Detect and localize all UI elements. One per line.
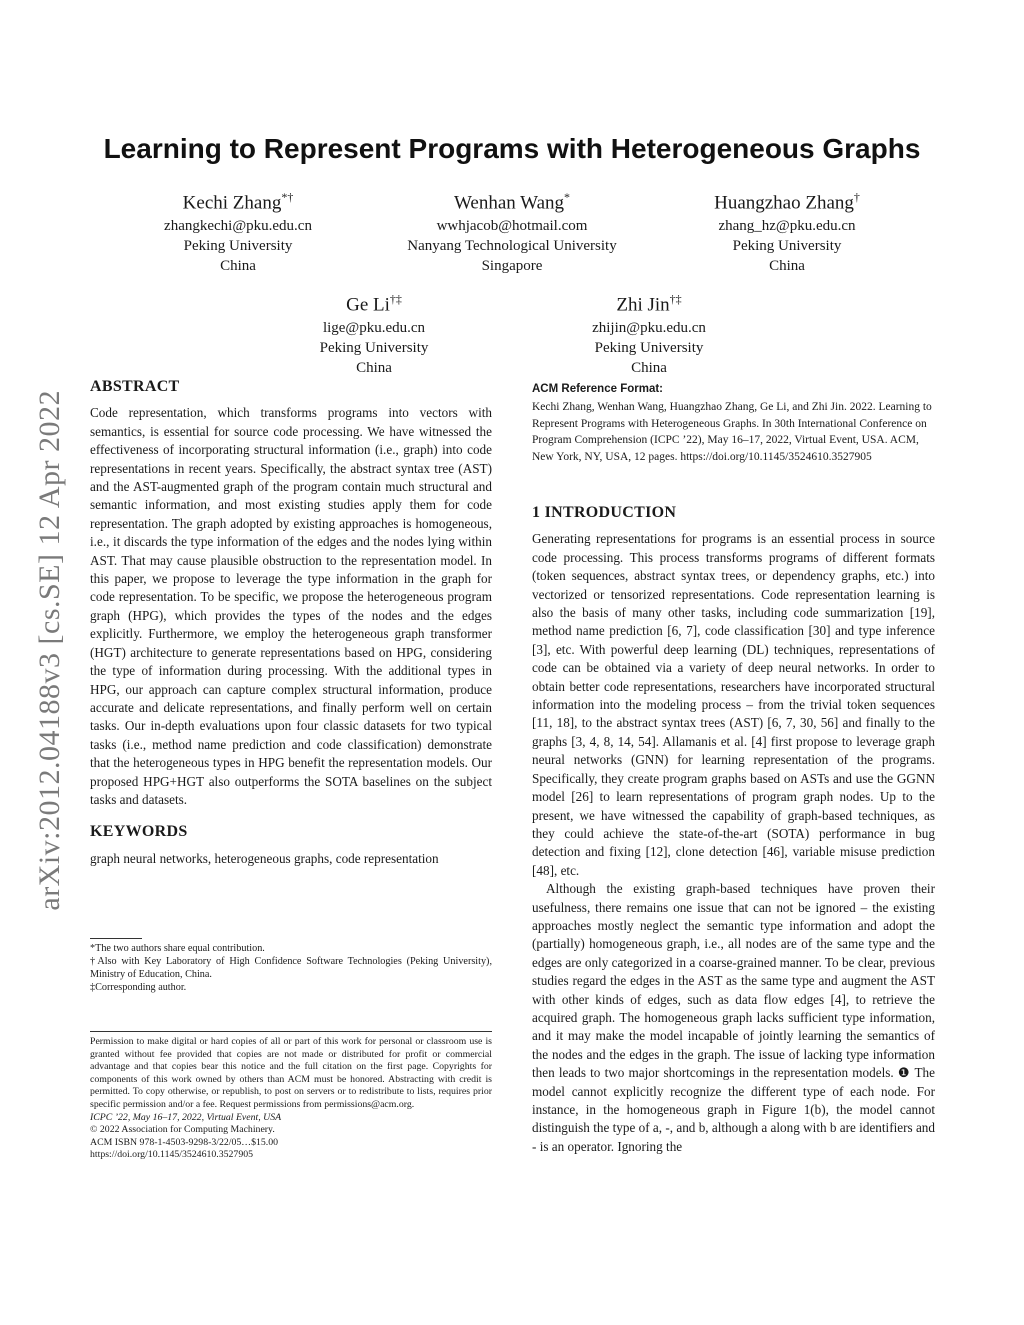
author-country: Singapore [481,258,543,275]
permission-divider [90,1031,492,1032]
introduction-paragraph: Generating representations for programs is an essential process in source code processing. This process transforms programs of different formats (token sequences, abstract syntax trees, or dependency graphs, etc.) into vectorized or tensorized representations. Code representation learning is also the basis of many other tasks, including code summarization [19], method name prediction [6, 7], code classification [30] and type inference [3], etc. With powerful deep learning (DL) techniques, representations of code can be obtained via a variety of deep neural networks. In order to obtain better code representations, researchers have incorporated structural information into the modeling process – from the trivial token sequences [11, 18], to the abstract syntax trees (AST) [6, 7, 30, 56] and finally to the graphs [3, 4, 8, 14, 54]. Allamanis et al. [4] first propose to leverage graph neural networks (GNN) for learning representation of the programs. Specifically, they create program graphs based on ASTs and use the GGNN model [26] to learn representations of program graph nodes. Up to the present, we have witnessed the capability of graph-based techniques, as they could achieve the state-of-the-art (SOTA) performance in bug detection and fixing [12], clone detection [46], variable misuse prediction [48], etc. [532,531,935,878]
footnotes [90,942,492,994]
arxiv-id-text: arXiv:2012.04188v3 [cs.SE] 12 Apr 2022 [33,389,66,911]
keywords-heading: KEYWORDS [90,823,188,841]
author-name: Ge Li [346,294,390,316]
author-country: China [356,360,392,377]
footnote-key-laboratory: †Also with Key Laboratory of High Confidence Software Technologies (Peking University), Ministry of Education, China. [90,956,492,980]
author-country: China [220,258,256,275]
author-block [118,184,358,276]
acm-reference-text: Kechi Zhang, Wenhan Wang, Huangzhao Zhang, Ge Li, and Zhi Jin. 2022. Learning to Represent Programs with Heterogeneous Graphs. In 30th International Conference on Program Comprehension (ICPC ’22), May 16–17, 2022, Virtual Event, USA. ACM, New York, NY, USA, 12 pages. https://doi.org/10.1145/3524610.3527905 [532,401,932,463]
author-country: China [631,360,667,377]
keywords-text: graph neural networks, heterogeneous graphs, code representation [90,850,439,866]
author-block [264,286,484,378]
author-affiliation: Peking University [594,340,704,357]
author-marks: † [853,190,860,204]
author-email: zhang_hz@pku.edu.cn [718,218,856,235]
isbn-line: ACM ISBN 978-1-4503-9298-3/22/05…$15.00 [90,1136,279,1148]
author-name: Kechi Zhang [182,192,282,214]
author-name: Wenhan Wang [453,192,565,214]
author-marks: * [564,190,571,204]
permission-block [90,1036,492,1162]
author-name: Zhi Jin [616,294,670,316]
footnote-equal-contribution: *The two authors share equal contribution. [90,943,265,954]
author-affiliation: Peking University [732,238,842,255]
abstract-section [90,378,492,868]
acm-reference-heading: ACM Reference Format: [532,383,663,395]
author-country: China [769,258,805,275]
author-block [667,184,907,276]
author-marks: †‡ [389,292,402,306]
author-block [539,286,759,378]
author-name: Huangzhao Zhang [714,192,854,214]
abstract-heading: ABSTRACT [90,378,180,395]
introduction-heading: 1 INTRODUCTION [532,504,677,521]
author-block [372,184,652,276]
author-affiliation: Nanyang Technological University [407,238,617,255]
author-email: zhijin@pku.edu.cn [592,320,706,337]
author-email: lige@pku.edu.cn [322,320,426,337]
introduction-paragraph: Although the existing graph-based techniques have proven their usefulness, there remains one issue that can not be ignored – the existing approaches mostly neglect the semantic type information and adopt the (partially) homogeneous graph, i.e., all nodes are of the same type and the edges are only categorized in a coarse-grained manner. To be clear, previous studies regard the edges in the AST as the same type and augment the AST with other kinds of edges, such as data flow edges [4], to retrieve the acquired graph. The homogeneous graph lacks sufficient type information, and it may make the model incapable of jointly learning the semantics of the nodes and the edges in the graph. The issue of lacking type information then leads to two major shortcomings in the representation models. ❶ The model cannot explicitly recognize the different type of each node. For instance, in the homogeneous graph in Figure 1(b), the model cannot distinguish the type of a, -, and b, although a along with b are identifiers and - is an operator. Ignoring the [532,881,935,1154]
copyright-line: © 2022 Association for Computing Machinery. [90,1124,275,1136]
author-email: wwhjacob@hotmail.com [436,218,588,235]
doi-link[interactable]: https://doi.org/10.1145/3524610.3527905 [90,1149,254,1161]
conference-venue: ICPC ’22, May 16–17, 2022, Virtual Event, USA [90,1111,282,1123]
abstract-text: Code representation, which transforms programs into vectors with semantics, is essential for source code processing. We have witnessed the effectiveness of incorporating structural information (i.e., graph) into code representations in recent years. Specifically, the abstract syntax tree (AST) and the AST-augmented graph of the program contain much structural and semantic information, and most existing studies apply them for code representation. The graph adopted by existing approaches is homogeneous, i.e., it discards the type information of the edges and the nodes lying within AST. That may cause plausible obstruction to the representation model. In this paper, we propose to leverage the type information in the graph for code representation. To be specific, we propose the heterogeneous program graph (HPG), which provides the types of the nodes and the edges explicitly. Furthermore, we employ the heterogeneous graph transformer (HGT) architecture to generate representations based on HPG, considering the type of information during processing. With the additional types in HPG, our approach can capture complex structural information, produce accurate and delicate representations, and finally perform well on certain tasks. Our in-depth evaluations upon four classic datasets for two typical tasks (i.e., method name prediction and code classification) demonstrate that the heterogeneous types in HPG benefit the representation models. Our proposed HPG+HGT also outperforms the SOTA baselines on the subject tasks and datasets. [90,405,492,807]
permission-text: Permission to make digital or hard copies of all or part of this work for personal or classroom use is granted without fee provided that copies are not made or distributed for profit or commercial advantage and that copies bear this notice and the full citation on the first page. Copyrights for components of this work owned by others than ACM must be honored. Abstracting with credit is permitted. To copy otherwise, or republish, to post on servers or to redistribute to lists, requires prior specific permission and/or a fee. Request permissions from permissions@acm.org. [90,1036,492,1110]
author-marks: †‡ [669,292,682,306]
introduction-section [532,504,935,1156]
acm-reference [532,383,935,465]
footnote-divider [90,938,142,939]
author-affiliation: Peking University [183,238,293,255]
author-marks: *† [281,190,294,204]
author-email: zhangkechi@pku.edu.cn [164,218,312,235]
arxiv-identifier [28,355,72,945]
paper-title: Learning to Represent Programs with Heterogeneous Graphs [103,133,921,164]
footnote-corresponding-author: ‡Corresponding author. [90,982,187,993]
author-affiliation: Peking University [319,340,429,357]
